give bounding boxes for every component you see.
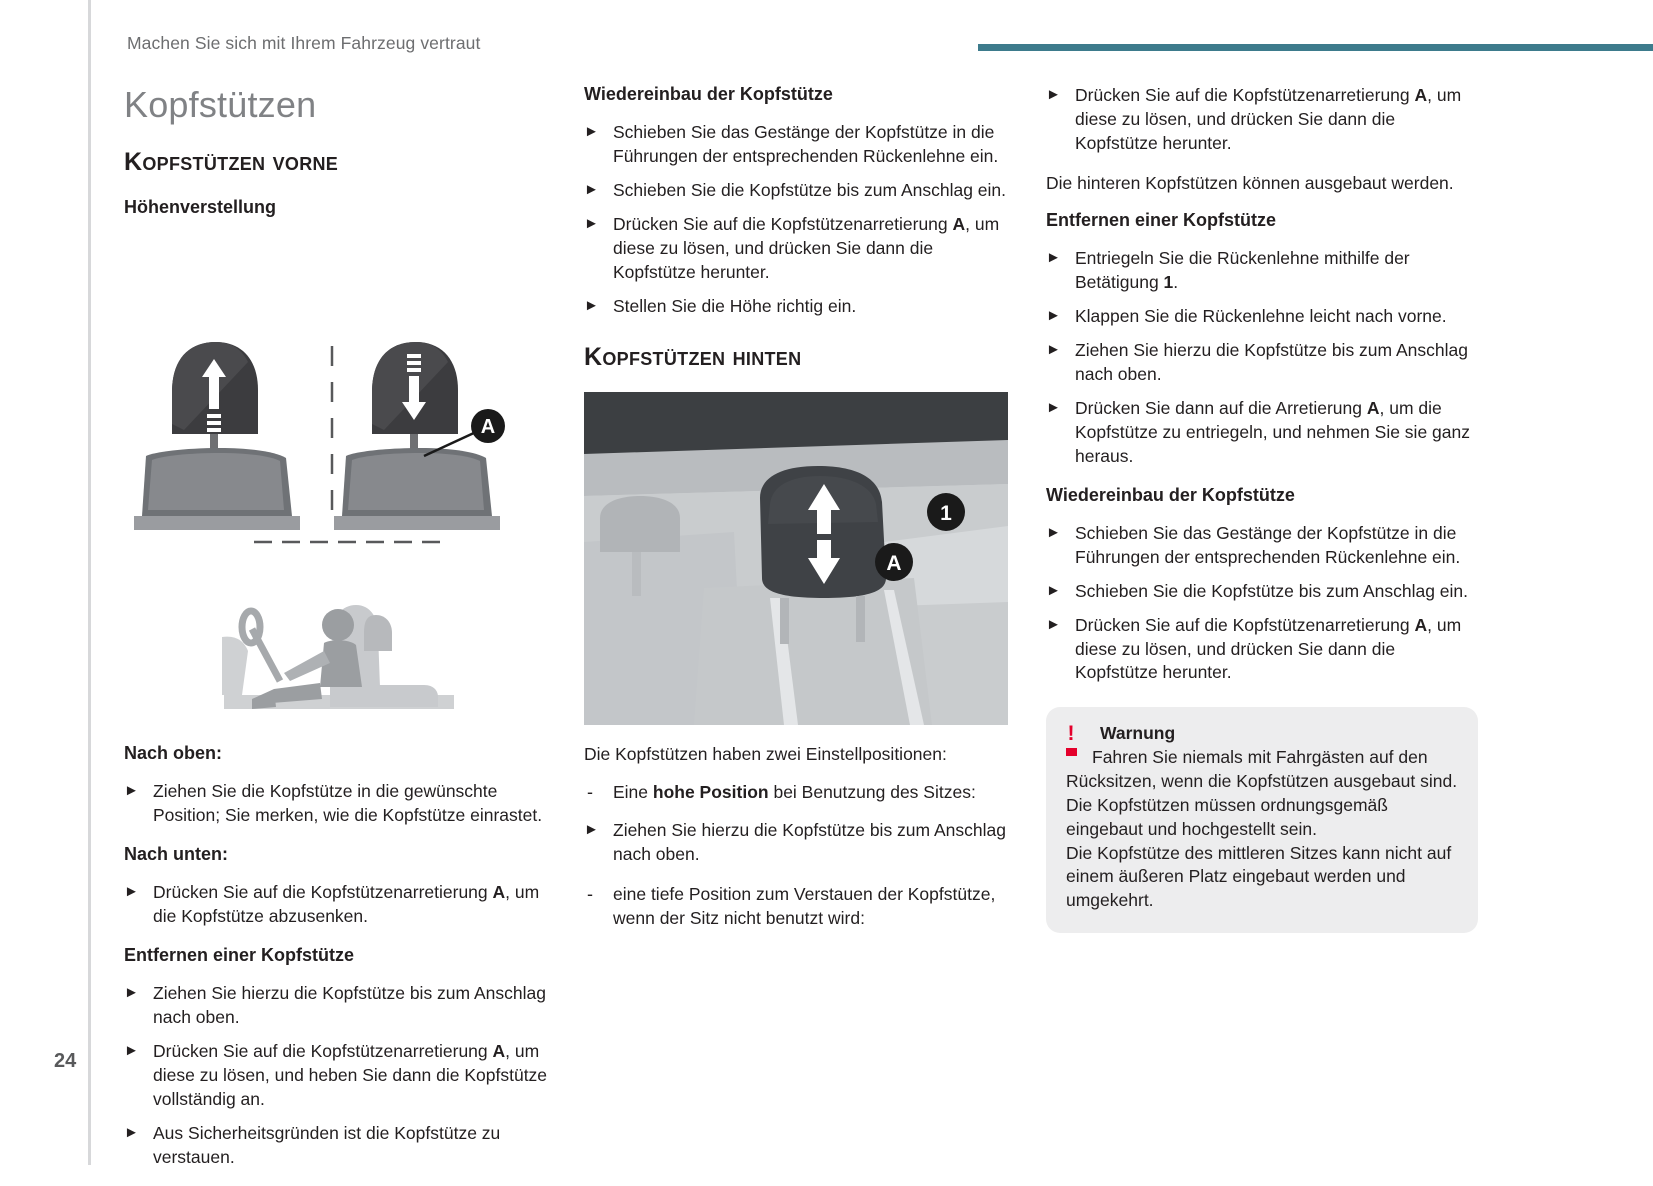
arrow-bullet-icon: ►: [124, 1041, 139, 1059]
list-item: [1046, 339, 1478, 387]
list-item: [584, 179, 1014, 203]
arrow-bullet-icon: ►: [1046, 86, 1061, 103]
list-item-text-cont: bei Benutzung des Sitzes:: [768, 781, 976, 802]
list-item-text: Aus Sicherheitsgründen ist die Kopfstütze zu verstauen.: [153, 1122, 501, 1167]
front-seat-up-illustration: [134, 334, 300, 530]
paragraph-rear-removable: Die hinteren Kopfstützen können ausgebaut werden.: [1046, 172, 1454, 193]
list-item-text-cont: , um diese zu lösen, und drücken Sie dann die Kopfstütze herunter.: [1075, 614, 1462, 683]
arrow-bullet-icon: ►: [584, 820, 599, 838]
list-item-text: Klappen Sie die Rückenlehne leicht nach vorne.: [1075, 305, 1447, 326]
list-item-text: Drücken Sie auf die Kopfstützenarretierung: [153, 1040, 493, 1061]
figure-label-a: A: [886, 551, 902, 575]
list-item-text-cont: , um die Kopfstütze zu entriegeln, und nehmen Sie sie ganz heraus.: [1075, 397, 1470, 466]
list-item-text: Drücken Sie dann auf die Arretierung: [1075, 397, 1367, 418]
emphasis-high-position: hohe Position: [652, 781, 769, 802]
list-item-text: Schieben Sie das Gestänge der Kopfstütze in die Führungen der entsprechenden Rückenlehne ein.: [613, 122, 999, 166]
list-item: [584, 819, 1014, 867]
subheading-refit-rear-headrest: Wiedereinbau der Kopfstütze: [1046, 484, 1295, 505]
arrow-bullet-icon: ►: [1046, 523, 1061, 541]
list-item-text-cont: , um die Kopfstütze abzusenken.: [153, 881, 540, 926]
page-left-rule: [88, 0, 91, 1165]
list-item-text: eine tiefe Position zum Verstauen der Kopfstütze, wenn der Sitz nicht benutzt wird:: [613, 883, 996, 928]
arrow-bullet-icon: ►: [584, 123, 599, 140]
list-positions: [584, 781, 1014, 805]
list-item: [1046, 580, 1478, 604]
list-item-text-cont: , um diese zu lösen, und heben Sie dann die Kopfstütze vollständig an.: [153, 1040, 548, 1109]
arrow-bullet-icon: ►: [584, 214, 599, 232]
list-item: [124, 780, 556, 828]
list-refit-headrest: [584, 121, 1014, 319]
list-item: [124, 881, 556, 929]
subheading-remove-rear-headrest: Entfernen einer Kopfstütze: [1046, 209, 1277, 230]
label-ref-a: A: [492, 1040, 506, 1061]
list-refit-rear-headrest: [1046, 522, 1478, 686]
arrow-bullet-icon: ►: [124, 882, 139, 900]
list-item-text: Schieben Sie die Kopfstütze bis zum Anschlag ein.: [1075, 580, 1469, 601]
list-item-text: Eine: [613, 781, 653, 802]
list-item-text: Ziehen Sie hierzu die Kopfstütze bis zum Anschlag nach oben.: [1075, 339, 1468, 384]
list-item: [584, 121, 1014, 169]
list-item-text: Ziehen Sie hierzu die Kopfstütze bis zum Anschlag nach oben.: [153, 982, 546, 1027]
column-right: [1046, 84, 1478, 933]
list-item-text: Ziehen Sie hierzu die Kopfstütze bis zum Anschlag nach oben.: [613, 819, 1006, 864]
front-seat-down-illustration: [334, 342, 505, 530]
list-item-text: Drücken Sie auf die Kopfstützenarretierung: [1075, 85, 1415, 105]
arrow-bullet-icon: ►: [584, 296, 599, 314]
list-down: [124, 881, 556, 929]
arrow-bullet-icon: ►: [1046, 248, 1061, 266]
list-item-text: Stellen Sie die Höhe richtig ein.: [613, 295, 857, 316]
list-item: [1046, 247, 1478, 295]
list-item: [1046, 84, 1478, 156]
subheading-up: Nach oben:: [124, 743, 223, 763]
arrow-bullet-icon: ►: [1046, 398, 1061, 416]
section-heading-rear-headrests: Kopfstützen hinten: [584, 342, 802, 371]
label-ref-a: A: [492, 881, 506, 902]
arrow-bullet-icon: ►: [1046, 615, 1061, 633]
label-ref-a: A: [952, 213, 966, 234]
label-ref-a: A: [1414, 85, 1428, 105]
list-item: [1046, 522, 1478, 570]
list-item: [1046, 614, 1478, 686]
list-item-text-cont: , um diese zu lösen, und drücken Sie dann die Kopfstütze herunter.: [613, 213, 1000, 282]
list-item: [124, 1122, 556, 1170]
list-item-text: Drücken Sie auf die Kopfstützenarretierung: [613, 213, 953, 234]
column-left: [124, 84, 556, 1186]
figure-label-a: A: [480, 416, 496, 438]
list-high-position-action: [584, 819, 1014, 867]
figure-label-one: 1: [940, 501, 952, 525]
arrow-bullet-icon: ►: [124, 1123, 139, 1141]
warning-title: Warnung: [1100, 723, 1176, 744]
label-ref-a: A: [1414, 614, 1428, 635]
label-ref-one: 1: [1163, 271, 1174, 292]
page-title: Kopfstützen: [124, 84, 317, 125]
list-up: [124, 780, 556, 828]
dash-bullet-icon: -: [587, 781, 593, 802]
list-low-position: [584, 883, 1014, 931]
arrow-bullet-icon: ►: [584, 180, 599, 198]
list-item: [124, 1040, 556, 1112]
list-remove-rear-headrest: [1046, 247, 1478, 469]
list-item: [584, 781, 1014, 805]
subheading-remove-headrest: Entfernen einer Kopfstütze: [124, 944, 355, 965]
list-item: [584, 213, 1014, 285]
list-top-right: [1046, 84, 1478, 156]
breadcrumb: Machen Sie sich mit Ihrem Fahrzeug vertraut: [127, 33, 481, 53]
arrow-bullet-icon: ►: [1046, 340, 1061, 358]
page-number: 24: [54, 1050, 77, 1072]
label-ref-a: A: [1366, 397, 1380, 418]
warning-box: [1046, 707, 1478, 933]
header-accent-bar: [978, 44, 1653, 51]
list-item-text: Drücken Sie auf die Kopfstützenarretierung: [153, 881, 493, 902]
paragraph-two-positions: Die Kopfstützen haben zwei Einstellpositionen:: [584, 743, 947, 764]
list-item: [584, 883, 1014, 931]
subheading-height-adjustment: Höhenverstellung: [124, 197, 277, 217]
warning-icon: !: [1064, 723, 1078, 756]
list-item: [1046, 397, 1478, 469]
column-middle: [584, 84, 1014, 945]
list-item-text: Drücken Sie auf die Kopfstützenarretierung: [1075, 614, 1415, 635]
dash-bullet-icon: -: [587, 883, 593, 904]
list-item-text: Entriegeln Sie die Rückenlehne mithilfe der Betätigung: [1075, 247, 1410, 292]
arrow-bullet-icon: ►: [1046, 306, 1061, 324]
list-item: [584, 295, 1014, 319]
arrow-bullet-icon: ►: [124, 983, 139, 1001]
figure-rear-headrest: [584, 392, 1008, 725]
warning-text-secondary: Die Kopfstütze des mittleren Sitzes kann nicht auf einem äußeren Platz eingebaut werden und umgekehrt.: [1066, 842, 1452, 911]
figure-front-headrest: [124, 234, 524, 569]
list-item-text: Schieben Sie das Gestänge der Kopfstütze in die Führungen der entsprechenden Rückenlehne ein.: [1075, 522, 1461, 567]
warning-text-primary: Fahren Sie niemals mit Fahrgästen auf den Rücksitzen, wenn die Kopfstützen ausgebaut sind. Die Kopfstützen müssen ordnungsgemäß eingebaut und hochgestellt sein.: [1066, 747, 1458, 839]
list-item: [124, 982, 556, 1030]
arrow-bullet-icon: ►: [1046, 581, 1061, 599]
subheading-refit-headrest: Wiedereinbau der Kopfstütze: [584, 84, 833, 104]
subheading-down: Nach unten:: [124, 843, 229, 864]
list-item-text: Schieben Sie die Kopfstütze bis zum Anschlag ein.: [613, 179, 1007, 200]
figure-driver-posture: [124, 577, 524, 725]
list-remove-headrest: [124, 982, 556, 1170]
section-heading-front-headrests: Kopfstützen vorne: [124, 148, 339, 176]
list-item-text-cont: , um diese zu lösen, und drücken Sie dann die Kopfstütze herunter.: [1075, 85, 1462, 153]
list-item-text: Ziehen Sie die Kopfstütze in die gewünschte Position; Sie merken, wie die Kopfstütze einrastet.: [153, 781, 543, 825]
list-item-text-cont: .: [1173, 271, 1179, 292]
list-item: [1046, 305, 1478, 329]
arrow-bullet-icon: ►: [124, 782, 139, 799]
